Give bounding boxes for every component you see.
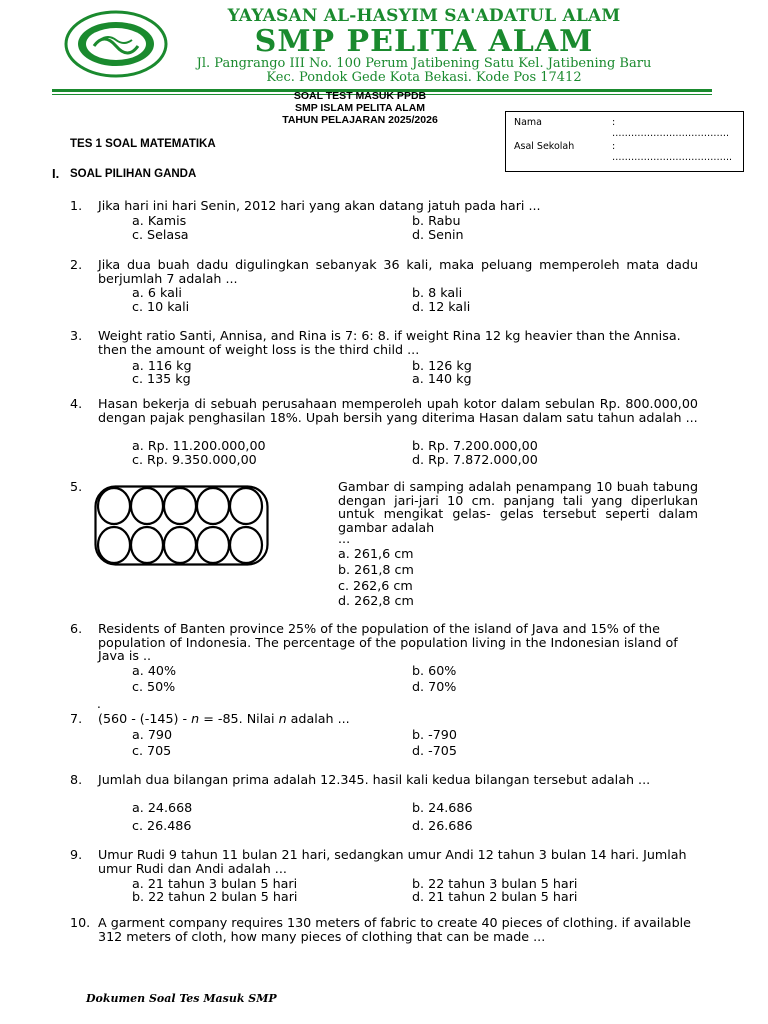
question-4	[70, 397, 698, 469]
option-c[interactable]: c. Rp. 9.350.000,00	[132, 452, 257, 467]
option-c[interactable]: c. Selasa	[132, 227, 189, 242]
option-b[interactable]: b. Rp. 7.200.000,00	[412, 438, 538, 453]
option-a[interactable]: a. 261,6 cm	[338, 546, 414, 561]
question-5	[70, 480, 698, 610]
identity-box	[505, 111, 744, 172]
question-number: 8.	[70, 772, 83, 787]
question-text: Jumlah dua bilangan prima adalah 12.345. hasil kali kedua bilangan tersebut adalah ...	[98, 772, 651, 787]
question-7	[70, 712, 698, 762]
option-c[interactable]: b. 22 tahun 2 bulan 5 hari	[132, 889, 298, 904]
question-number: 1.	[70, 198, 83, 213]
test-title: TES 1 SOAL MATEMATIKA	[70, 138, 216, 150]
option-a[interactable]: a. 6 kali	[132, 285, 182, 300]
tubes-figure	[94, 485, 272, 567]
option-c[interactable]: c. 10 kali	[132, 299, 190, 314]
option-c[interactable]: c. 26.486	[132, 818, 192, 833]
school-label: Asal Sekolah	[514, 141, 575, 152]
question-text: Umur Rudi 9 tahun 11 bulan 21 hari, sedangkan umur Andi 12 tahun 3 bulan 14 hari. Jumlah umur Rudi dan Andi adalah ...	[98, 847, 687, 876]
option-b[interactable]: b. 60%	[412, 663, 457, 678]
question-number: 4.	[70, 396, 83, 411]
option-b[interactable]: b. 22 tahun 3 bulan 5 hari	[412, 876, 578, 891]
option-c[interactable]: c. 135 kg	[132, 371, 191, 386]
option-d[interactable]: d. -705	[412, 743, 457, 758]
question-number: 7.	[70, 711, 83, 726]
question-2	[70, 258, 698, 318]
question-number: 9.	[70, 847, 83, 862]
question-number: 6.	[70, 621, 83, 636]
option-a[interactable]: a. Rp. 11.200.000,00	[132, 438, 266, 453]
address-line-2: Kec. Pondok Gede Kota Bekasi. Kode Pos 17412	[266, 70, 582, 85]
question-text: Jika dua buah dadu digulingkan sebanyak 36 kali, maka peluang memperoleh mata dadu berjumlah 7 adalah ...	[98, 257, 698, 286]
footer-text: Dokumen Soal Tes Masuk SMP	[86, 992, 277, 1005]
question-text-part: = -85. Nilai	[199, 711, 279, 726]
question-text: Jika hari ini hari Senin, 2012 hari yang akan datang jatuh pada hari ...	[98, 198, 541, 213]
option-c[interactable]: c. 50%	[132, 679, 176, 694]
option-a[interactable]: a. 790	[132, 727, 173, 742]
question-number: 5.	[70, 479, 83, 494]
question-text: Residents of Banten province 25% of the population of the island of Java and 15% of the population of Indonesia. The percentage of the population living in the Indonesian island of Java is ..	[98, 621, 678, 664]
option-a[interactable]: a. 116 kg	[132, 358, 192, 373]
option-d[interactable]: a. 140 kg	[412, 371, 472, 386]
question-text	[98, 712, 698, 726]
option-b[interactable]: b. 261,8 cm	[338, 562, 414, 577]
question-number: 2.	[70, 257, 83, 272]
option-d[interactable]: d. Rp. 7.872.000,00	[412, 452, 538, 467]
option-d[interactable]: d. 26.686	[412, 818, 473, 833]
address-line-1: Jl. Pangrango III No. 100 Perum Jatibening Satu Kel. Jatibening Baru	[196, 56, 652, 71]
exam-line-2: SMP ISLAM PELITA ALAM	[294, 102, 426, 114]
question-10	[70, 916, 698, 948]
section-number: I.	[52, 166, 60, 181]
option-b[interactable]: b. -790	[412, 727, 457, 742]
option-a[interactable]: a. 24.668	[132, 800, 193, 815]
option-b[interactable]: b. 126 kg	[412, 358, 472, 373]
name-label: Nama	[514, 117, 543, 128]
variable-n: n	[191, 711, 200, 726]
section-title: SOAL PILIHAN GANDA	[70, 168, 197, 180]
option-d[interactable]: d. 12 kali	[412, 299, 471, 314]
option-d[interactable]: d. 70%	[412, 679, 457, 694]
exam-line-3: TAHUN PELAJARAN 2025/2026	[282, 114, 438, 126]
option-a[interactable]: a. 21 tahun 3 bulan 5 hari	[132, 876, 298, 891]
question-number: 10.	[70, 915, 91, 930]
name-field[interactable]: : ……………………………….	[612, 117, 730, 139]
question-text: A garment company requires 130 meters of fabric to create 40 pieces of clothing. if available 312 meters of cloth, how many pieces of clothing that can be made ...	[98, 915, 691, 944]
question-text: Weight ratio Santi, Annisa, and Rina is 7: 6: 8. if weight Rina 12 kg heavier than the Annisa. then the amount of weight loss is the third child ...	[98, 328, 681, 357]
question-number: 3.	[70, 328, 83, 343]
option-c[interactable]: c. 262,6 cm	[338, 578, 413, 593]
school-logo	[64, 10, 168, 78]
school-field[interactable]: : ………………………………..	[612, 141, 733, 163]
option-d[interactable]: d. 262,8 cm	[338, 593, 414, 608]
option-b[interactable]: b. 8 kali	[412, 285, 463, 300]
option-a[interactable]: a. 40%	[132, 663, 177, 678]
question-ellipsis: ...	[338, 531, 351, 546]
stray-dot: .	[97, 697, 101, 711]
school-name: SMP PELITA ALAM	[254, 24, 594, 59]
option-a[interactable]: a. Kamis	[132, 213, 187, 228]
question-text-part: (560 - (-145) -	[98, 711, 192, 726]
question-9	[70, 848, 698, 908]
question-8	[70, 773, 698, 833]
foundation-name: YAYASAN AL-HASYIM SA'ADATUL ALAM	[227, 6, 621, 26]
option-b[interactable]: b. Rabu	[412, 213, 461, 228]
exam-line-1: SOAL TEST MASUK PPDB	[293, 90, 427, 102]
question-text: Hasan bekerja di sebuah perusahaan memperoleh upah kotor dalam sebulan Rp. 800.000,00 dengan pajak penghasilan 18%. Upah bersih yang diterima Hasan dalam satu tahun adalah ...	[98, 396, 698, 425]
question-3	[70, 329, 698, 389]
question-6	[70, 622, 698, 698]
question-text-part: adalah ...	[286, 711, 350, 726]
question-text: Gambar di samping adalah penampang 10 buah tabung dengan jari-jari 10 cm. panjang tali yang diperlukan untuk mengikat gelas- gelas tersebut seperti dalam gambar adalah	[338, 479, 698, 535]
option-c[interactable]: c. 705	[132, 743, 172, 758]
question-1	[70, 199, 698, 249]
option-d[interactable]: d. 21 tahun 2 bulan 5 hari	[412, 889, 578, 904]
option-d[interactable]: d. Senin	[412, 227, 464, 242]
variable-n: n	[278, 711, 287, 726]
option-b[interactable]: b. 24.686	[412, 800, 473, 815]
